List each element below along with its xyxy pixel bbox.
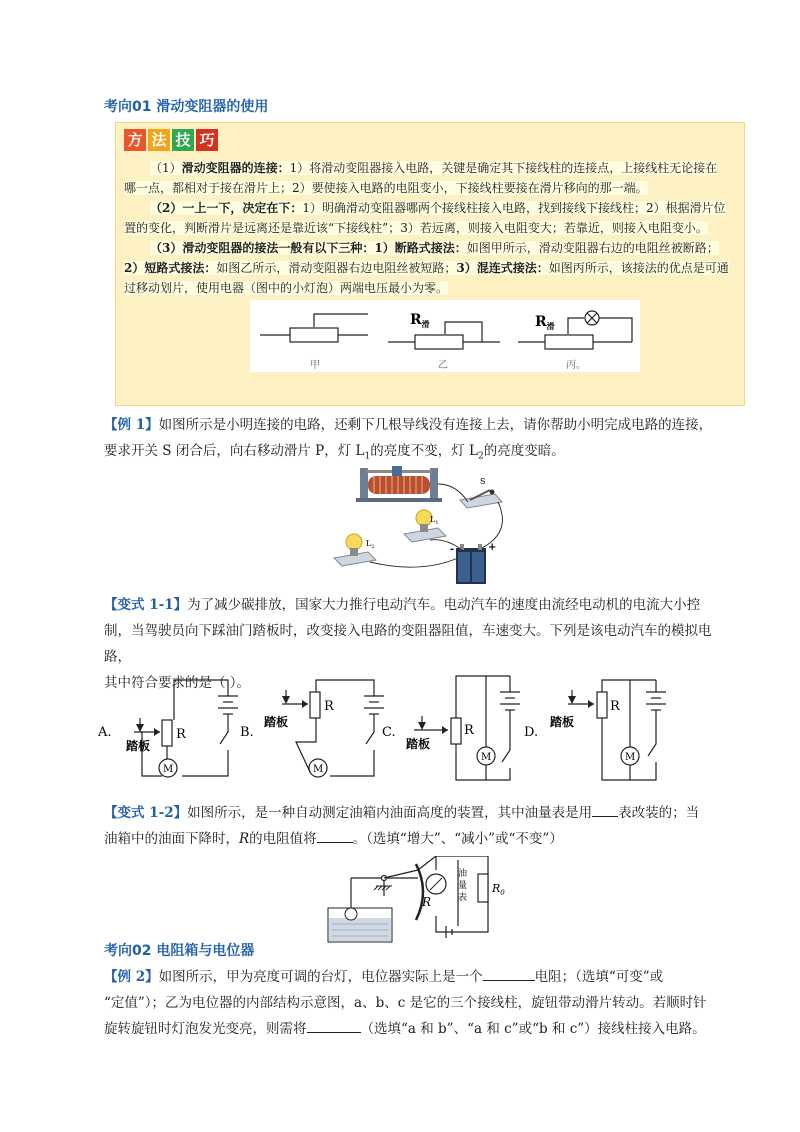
- section1-title: 考向01 滑动变阻器的使用: [104, 99, 269, 115]
- tips-point-2: 一上一下，决定在下：: [182, 201, 303, 215]
- option-a-pedal: 踏板: [126, 739, 151, 753]
- tips-method-2: 2）短路式接法：: [124, 261, 217, 275]
- lamp1-label: $L_1$: [430, 515, 439, 526]
- example1-tag: 【例 1】: [104, 417, 159, 433]
- variant1-2-blank1[interactable]: [592, 802, 618, 817]
- option-d-motor: M: [625, 752, 636, 763]
- tips-badge-4: 巧: [196, 129, 218, 151]
- tips-text-3: 1）明确滑动变阻器哪两个接线柱接入电路，找到接线下接线柱；2）根据滑片位: [302, 201, 726, 215]
- tips-num-1: （1）: [150, 161, 182, 175]
- variant1-1-line1: 为了减少碳排放，国家大力推行电动汽车。电动汽车的速度由流经电动机的电流大小控: [187, 597, 701, 613]
- tips-badge-1: 方: [124, 129, 146, 151]
- example1-sub1: 1: [364, 451, 371, 462]
- tips-text-5: 如图甲所示，滑动变阻器右边的电阻丝被断路；: [466, 241, 719, 255]
- tips-text-1: 1）将滑动变阻器接入电路，关键是确定其下接线柱的连接点，上接线柱无论接在: [289, 161, 718, 175]
- variant1-2-blank2[interactable]: [317, 828, 353, 843]
- option-c-label: C.: [382, 725, 396, 740]
- option-a-r-label: R: [176, 727, 186, 742]
- tips-text-6: 如图乙所示，滑动变阻器右边电阻丝被短路；: [216, 261, 457, 275]
- option-d-r-label: R: [610, 699, 620, 714]
- example2-line1a: 如图所示，甲为亮度可调的台灯，电位器实际上是一个: [158, 969, 483, 985]
- rheostat-image: [356, 466, 442, 502]
- variant1-2-line2c: 。（选填“增大”、“减小”或“不变”）: [352, 831, 563, 847]
- option-a-motor: M: [163, 764, 174, 775]
- example2-line2: “定值”）；乙为电位器的内部结构示意图，a、b、c 是它的三个接线柱，旋钮带动滑片转动。若顺时针: [104, 995, 707, 1011]
- tips-text-2: 哪一点，都相对于接在滑片上；2）要使接入电路的电阻变小，下接线柱要接在滑片移向的那一端。: [124, 181, 648, 195]
- variant1-2-line1a: 如图所示，是一种自动测定油箱内油面高度的装置，其中油量表是用: [187, 805, 593, 821]
- option-b-label: B.: [240, 725, 254, 740]
- option-a-label: A.: [98, 725, 112, 740]
- variant1-2-tag: 【变式 1-2】: [104, 805, 188, 821]
- rheostat-connection-figures: [250, 298, 640, 378]
- tips-badge-2: 法: [148, 129, 170, 151]
- example1-circuit-figure: [330, 462, 510, 590]
- example1-line2b: 的亮度不变，灯 L: [370, 443, 478, 459]
- variant1-2-r: R: [239, 831, 250, 847]
- variant1-2-text: [104, 800, 724, 852]
- tips-badge-3: 技: [172, 129, 194, 151]
- fuel-tank: [328, 908, 392, 942]
- tips-point-3: （3）滑动变阻器的接法一般有以下三种：: [150, 241, 375, 255]
- variant1-1-line3: 其中符合要求的是（ ）。: [104, 675, 251, 691]
- switch-image: [460, 490, 502, 509]
- example1-line2c: 的亮度变暗。: [483, 443, 565, 459]
- meter-char-2: 量: [458, 881, 468, 891]
- lamp1-image: [404, 510, 446, 542]
- section2-title: 考向02 电阻箱与电位器: [104, 943, 255, 959]
- tips-point-1: 滑动变阻器的连接：: [181, 161, 290, 175]
- lamp2-label: $L_2$: [366, 539, 375, 550]
- battery-minus-label: -: [450, 544, 455, 555]
- tips-num-2: （2）: [150, 201, 183, 215]
- option-c-r-label: R: [464, 723, 474, 738]
- tips-method-1: 1）断路式接法：: [374, 241, 467, 255]
- example1-line1: 如图所示是小明连接的电路，还剩下几根导线没有连接上去，请你帮助小明完成电路的连接，: [158, 417, 713, 433]
- example2-line3a: 旋转旋钮时灯泡发光变亮，则需将: [104, 1021, 307, 1037]
- variant1-1-line2: 制，当驾驶员向下踩油门踏板时，改变接入电路的变阻器阻值，车速变大。下列是该电动汽车的模拟电路，: [104, 623, 712, 665]
- battery-plus-label: +: [488, 542, 497, 553]
- option-b-circuit: [240, 680, 384, 777]
- option-c-circuit: [382, 676, 520, 780]
- example1-line2a: 要求开关 S 闭合后，向右移动滑片 P，灯 L: [104, 443, 365, 459]
- example2-line3b: （选填“a 和 b”、“a 和 c”或“b 和 c”）接线柱接入电路。: [360, 1021, 706, 1037]
- option-a-circuit: [97, 680, 238, 777]
- variant1-2-line2b: 的电阻值将: [249, 831, 317, 847]
- option-d-label: D.: [524, 725, 539, 740]
- variant1-1-option-circuits: [96, 672, 696, 788]
- tips-text-7: 如图丙所示，该接法的优点是可通: [548, 261, 729, 275]
- example2-text: [104, 964, 724, 1042]
- option-c-pedal: 踏板: [406, 737, 431, 751]
- tips-method-3: 3）混连式接法：: [456, 261, 549, 275]
- example2-blank1[interactable]: [483, 966, 535, 981]
- option-b-pedal: 踏板: [264, 715, 289, 729]
- option-d-pedal: 踏板: [550, 715, 575, 729]
- example2-line1b: 电阻；（选填“可变”或: [534, 969, 664, 985]
- tips-text-8: 过移动划片，使用电器（图中的小灯泡）两端电压最小为零。: [124, 281, 449, 295]
- example1-sub2: 2: [477, 451, 484, 462]
- fuel-figure-r0-label: $R_0$: [492, 882, 505, 897]
- figure-yi-r-label: $R_滑$: [410, 312, 430, 329]
- oil-meter-icon: [426, 874, 446, 894]
- option-b-motor: M: [313, 764, 324, 775]
- fuel-gauge-figure: [318, 856, 508, 946]
- figure-label-bing: 丙。: [566, 360, 586, 371]
- option-d-circuit: [524, 680, 666, 780]
- tips-text: [124, 158, 738, 298]
- option-c-motor: M: [481, 752, 492, 763]
- figure-bing-r-label: $R_滑$: [535, 314, 555, 331]
- battery-image: [456, 544, 486, 584]
- example2-tag: 【例 2】: [104, 969, 159, 985]
- fuel-figure-r-label: R: [422, 895, 432, 909]
- switch-label: S: [480, 477, 486, 486]
- variant1-1-tag: 【变式 1-1】: [104, 597, 188, 613]
- figure-label-jia: 甲: [310, 360, 320, 371]
- figure-label-yi: 乙: [438, 360, 448, 371]
- meter-char-3: 表: [458, 893, 468, 903]
- meter-char-1: 油: [458, 869, 468, 879]
- variant1-2-line2a: 油箱中的油面下降时，: [104, 831, 239, 847]
- option-b-r-label: R: [324, 699, 334, 714]
- tips-text-4: 置的变化，判断滑片是远离还是靠近该“下接线柱”；3）若远离，则接入电阻变大；若靠近，则接入电阻变小。: [124, 221, 708, 235]
- ground-symbol: [374, 886, 392, 890]
- example2-blank2[interactable]: [307, 1018, 361, 1033]
- variant1-2-line1b: 表改装的；当: [618, 805, 700, 821]
